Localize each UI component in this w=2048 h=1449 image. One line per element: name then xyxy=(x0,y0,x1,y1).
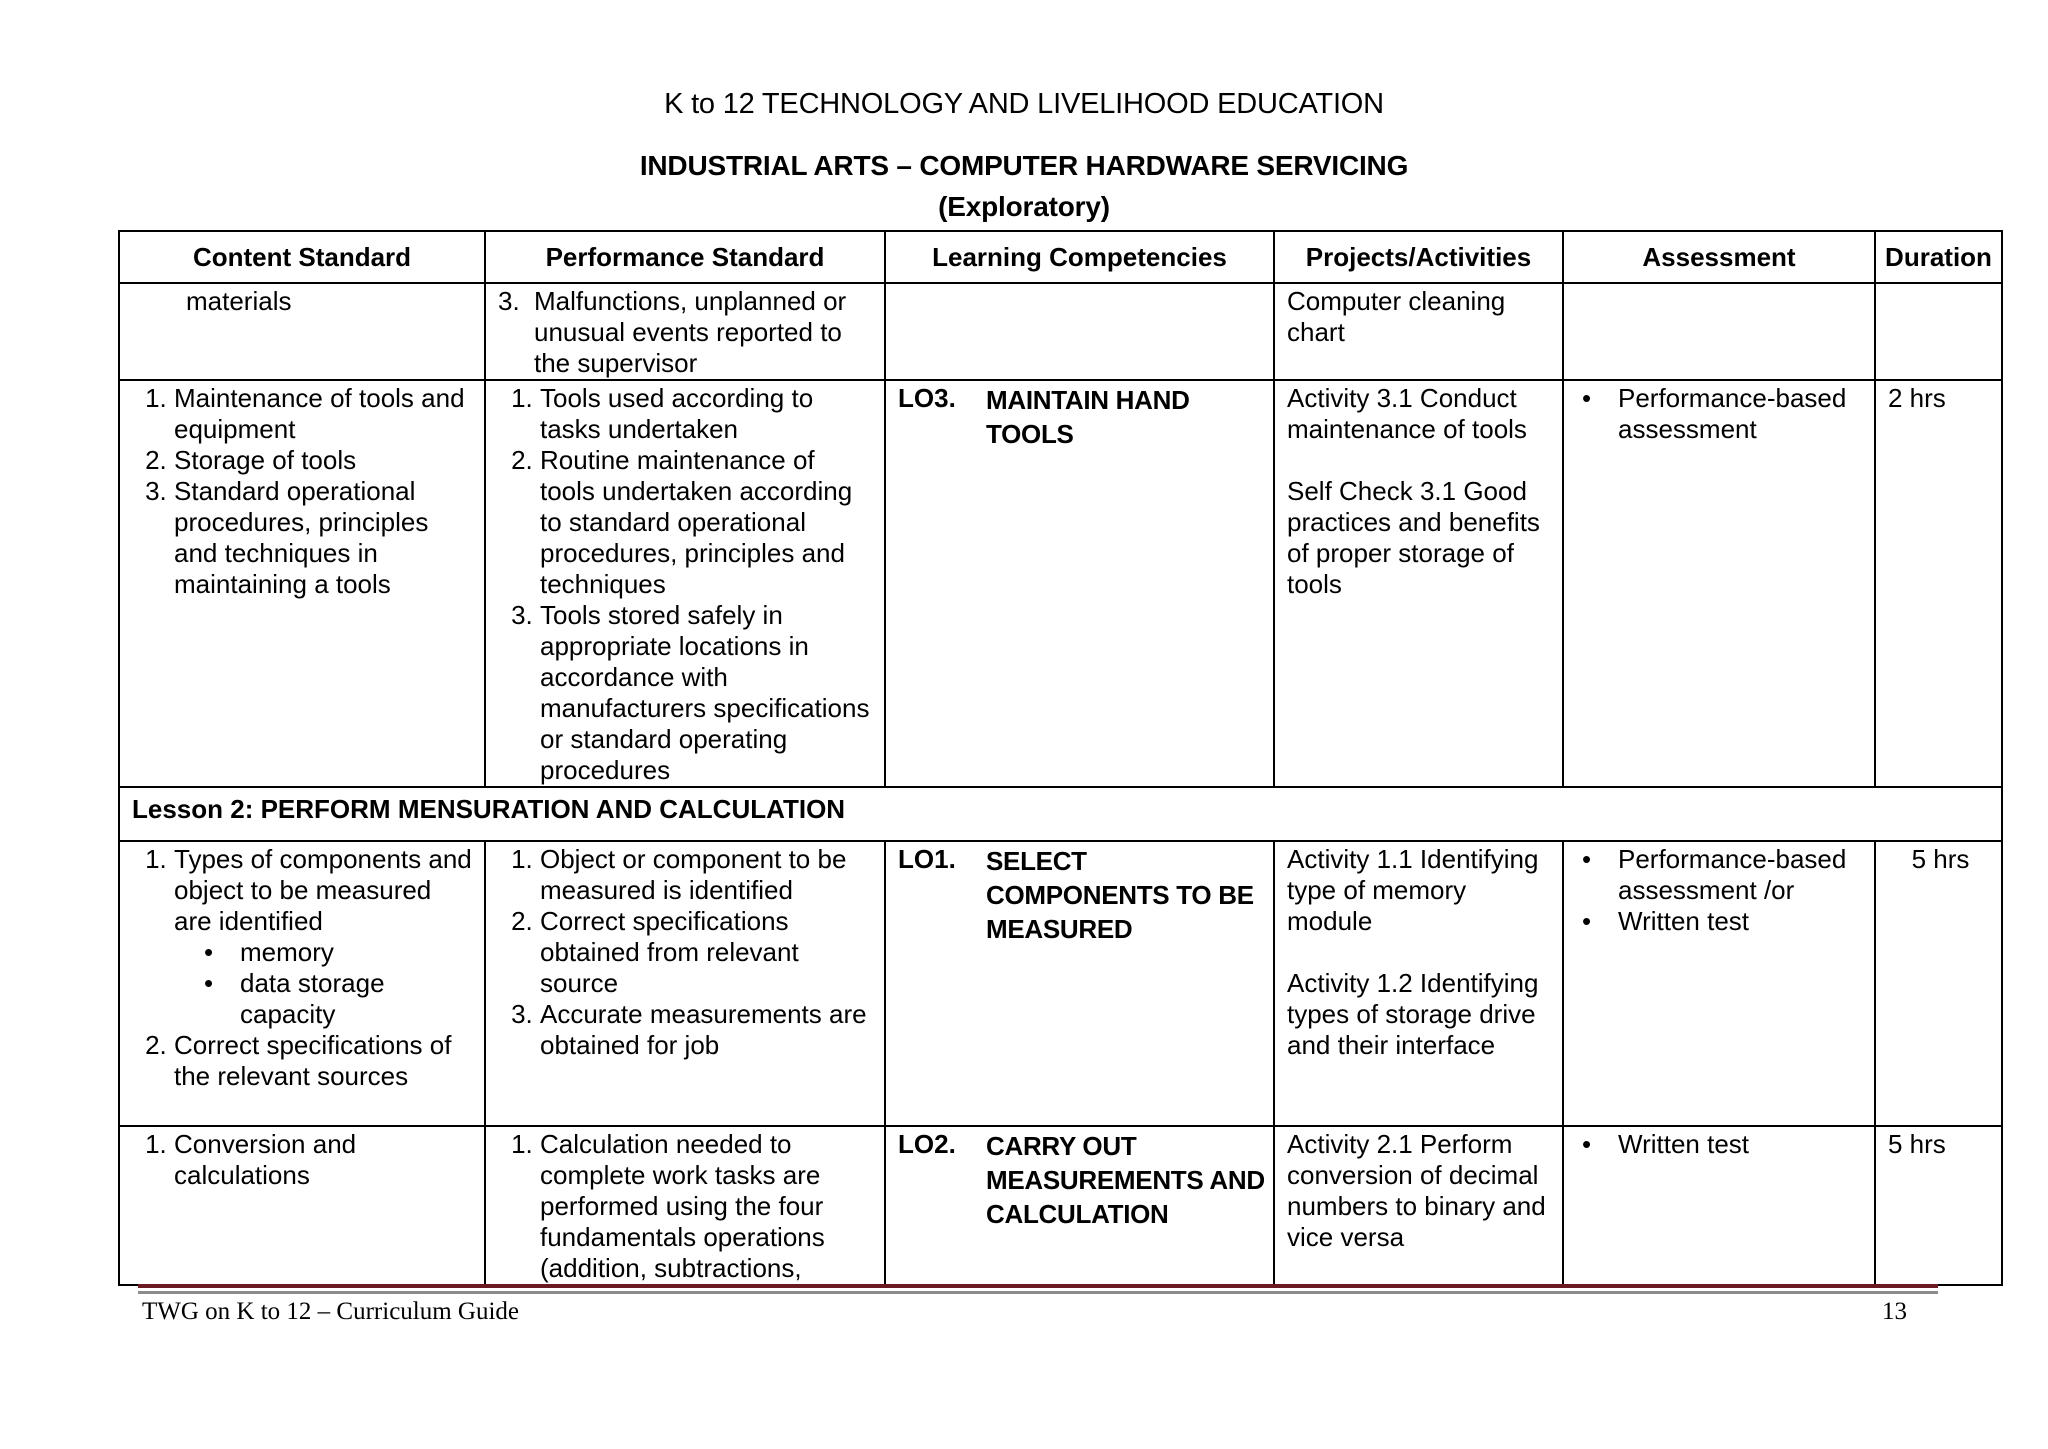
assessment-list xyxy=(1572,383,1866,445)
content-standard-cell xyxy=(119,1126,485,1285)
lo-code: LO3. xyxy=(898,383,956,413)
list-item: 3. Tools stored safely in appropriate locations in accordance with manufacturers specifications or standard operating procedures xyxy=(540,600,876,786)
list-item: 1. Conversion and calculations xyxy=(174,1129,476,1191)
sub-list-item: • memory xyxy=(240,937,476,968)
list-item: 2. Storage of tools xyxy=(174,445,476,476)
performance-standard-cell xyxy=(485,380,885,787)
lo-title: CARRY OUT MEASUREMENTS AND CALCULATION xyxy=(986,1131,1265,1229)
assessment-list xyxy=(1572,1129,1866,1160)
column-header-learning-competencies: Learning Competencies xyxy=(885,231,1274,283)
learning-outcome xyxy=(886,381,1273,451)
footer-rule xyxy=(138,1284,1938,1288)
document-title: K to 12 TECHNOLOGY AND LIVELIHOOD EDUCATION xyxy=(664,88,1384,120)
learning-outcome xyxy=(886,842,1273,946)
content-standard-list xyxy=(128,1129,476,1191)
list-item: 3. Accurate measurements are obtained for job xyxy=(540,999,876,1061)
list-item: • Written test xyxy=(1618,1129,1866,1160)
list-item: 1. Tools used according to tasks undertaken xyxy=(540,383,876,445)
list-item: 1. Calculation needed to complete work tasks are performed using the four fundamentals operations (addition, subtractions, xyxy=(540,1129,876,1284)
lo-title: SELECT COMPONENTS TO BE MEASURED xyxy=(986,846,1254,944)
performance-standard-list xyxy=(494,844,876,1061)
list-item: • Performance-based assessment xyxy=(1618,383,1866,445)
activity-item: Activity 2.1 Perform conversion of decimal numbers to binary and vice versa xyxy=(1287,1129,1546,1252)
projects-cell xyxy=(1274,841,1563,1126)
list-item: 2. Routine maintenance of tools undertaken according to standard operational procedures, principles and techniques xyxy=(540,445,876,600)
duration-text: 5 hrs xyxy=(1888,1129,1946,1159)
list-item: • Performance-based assessment /or xyxy=(1618,844,1866,906)
curriculum-table xyxy=(118,230,2003,1286)
table-row xyxy=(119,1126,2002,1285)
performance-standard-cell xyxy=(485,283,885,380)
projects-cell xyxy=(1274,283,1563,380)
assessment-cell xyxy=(1563,283,1875,380)
performance-standard-list xyxy=(494,1129,876,1284)
list-item: 2. Correct specifications of the relevant sources xyxy=(174,1030,476,1092)
column-header-content-standard: Content Standard xyxy=(119,231,485,283)
content-standard-cell xyxy=(119,380,485,787)
list-item: • Written test xyxy=(1618,906,1866,937)
learning-outcome xyxy=(886,1127,1273,1231)
lesson-cell xyxy=(119,787,2002,841)
list-item xyxy=(174,844,476,1030)
sub-list-item: • data storage capacity xyxy=(240,968,476,1030)
footer-text: TWG on K to 12 – Curriculum Guide xyxy=(142,1298,520,1325)
performance-standard-cell xyxy=(485,841,885,1126)
assessment-list xyxy=(1572,844,1866,937)
column-header-projects-activities: Projects/Activities xyxy=(1274,231,1563,283)
list-item: 3. Standard operational procedures, principles and techniques in maintaining a tools xyxy=(174,476,476,600)
duration-text: 2 hrs xyxy=(1888,383,1946,413)
projects-text: Computer cleaning chart xyxy=(1287,286,1506,347)
duration-cell xyxy=(1875,841,2002,1126)
page-number: 13 xyxy=(1882,1298,1907,1325)
performance-standard-list xyxy=(494,383,876,786)
table-row xyxy=(119,380,2002,787)
content-standard-text: materials xyxy=(186,286,292,316)
content-standard-cell xyxy=(119,841,485,1126)
table-row xyxy=(119,841,2002,1126)
learning-competencies-cell xyxy=(885,841,1274,1126)
column-header-assessment: Assessment xyxy=(1563,231,1875,283)
activity-item: Self Check 3.1 Good practices and benefits of proper storage of tools xyxy=(1287,476,1540,599)
list-item-text: Types of components and object to be measured are identified xyxy=(174,844,472,936)
column-header-performance-standard: Performance Standard xyxy=(485,231,885,283)
table-header-row xyxy=(119,231,2002,283)
learning-competencies-cell xyxy=(885,380,1274,787)
sub-list xyxy=(174,937,476,1030)
subject-subtitle: (Exploratory) xyxy=(938,191,1110,222)
assessment-cell xyxy=(1563,380,1875,787)
projects-cell xyxy=(1274,1126,1563,1285)
learning-competencies-cell xyxy=(885,283,1274,380)
projects-cell xyxy=(1274,380,1563,787)
footer-rule-secondary xyxy=(138,1291,1938,1294)
duration-text: 5 hrs xyxy=(1911,844,1970,874)
subject-title: INDUSTRIAL ARTS – COMPUTER HARDWARE SERVICING xyxy=(639,150,1409,181)
duration-cell xyxy=(1875,283,2002,380)
lo-code: LO1. xyxy=(898,844,956,874)
list-number: 3. xyxy=(498,286,520,316)
table-row xyxy=(119,283,2002,380)
assessment-cell xyxy=(1563,841,1875,1126)
assessment-cell xyxy=(1563,1126,1875,1285)
content-standard-list xyxy=(128,383,476,600)
column-header-duration: Duration xyxy=(1875,231,2002,283)
content-standard-list xyxy=(128,844,476,1092)
duration-cell xyxy=(1875,380,2002,787)
activity-item: Activity 3.1 Conduct maintenance of tools xyxy=(1287,383,1527,444)
lesson-row xyxy=(119,787,2002,841)
lo-code: LO2. xyxy=(898,1129,956,1159)
content-standard-cell xyxy=(119,283,485,380)
lesson-title: Lesson 2: PERFORM MENSURATION AND CALCULATION xyxy=(132,794,846,824)
list-item: 1. Object or component to be measured is identified xyxy=(540,844,876,906)
activity-item: Activity 1.2 Identifying types of storage drive and their interface xyxy=(1287,968,1539,1060)
duration-cell xyxy=(1875,1126,2002,1285)
performance-standard-cell xyxy=(485,1126,885,1285)
learning-competencies-cell xyxy=(885,1126,1274,1285)
activity-item: Activity 1.1 Identifying type of memory module xyxy=(1287,844,1539,936)
list-item: 1. Maintenance of tools and equipment xyxy=(174,383,476,445)
list-item: 2. Correct specifications obtained from relevant source xyxy=(540,906,876,999)
lo-title: MAINTAIN HAND TOOLS xyxy=(986,385,1190,449)
performance-standard-text: Malfunctions, unplanned or unusual events reported to the supervisor xyxy=(534,286,847,378)
